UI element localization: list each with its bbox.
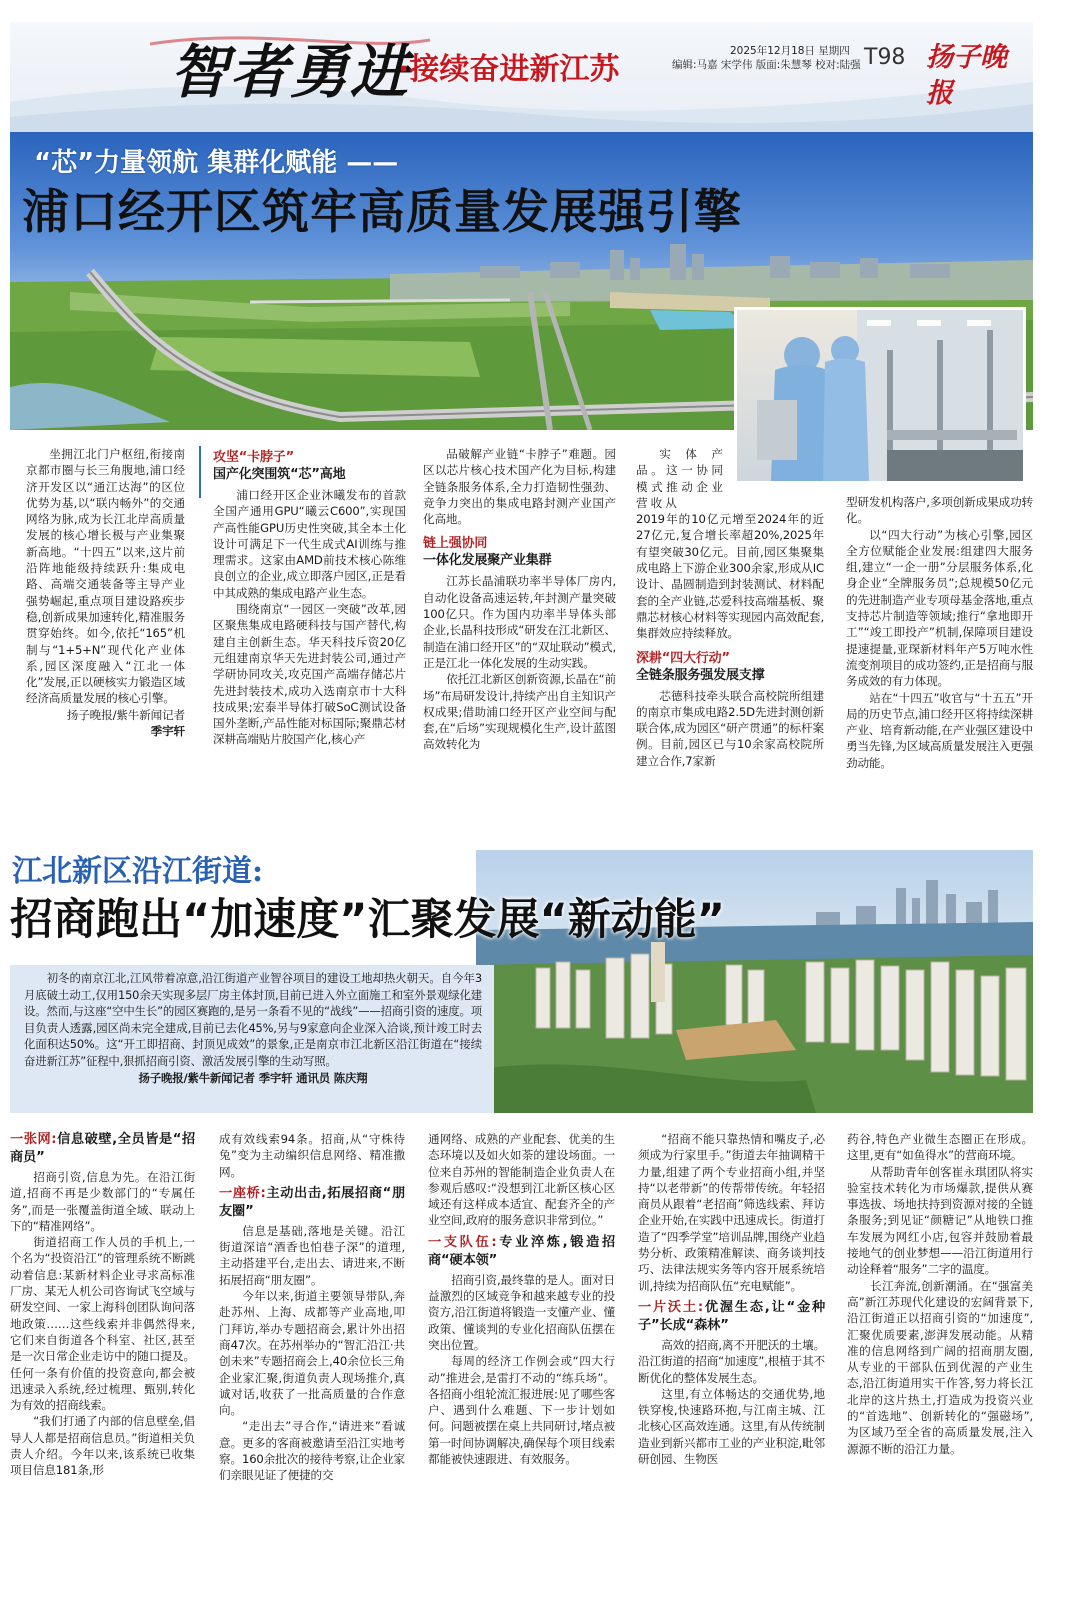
article2-subhead4-label: 一片沃土: [638, 1299, 703, 1315]
paragraph: “招商不能只靠热情和嘴皮子,必须成为行家里手。”街道去年抽调精干力量,组建了两个专业招商小组,并坚持“以老带新”的传帮带传统。年轻招商员从跟着“老招商”筛选线索、拜访企业开始,在实践中迅速成长。街道打造了“四季学堂”培训品牌,围绕产业趋势分析、政策精准解读、商务谈判技巧、法律法规实务等内容开展系统培训,持续为招商队伍“充电赋能”。 [638, 1132, 825, 1293]
paragraph: 招商引资,信息为先。在沿江街道,招商不再是少数部门的“专属任务”,而是一张覆盖街道全域、联动上下的“精准网络”。 [10, 1170, 195, 1233]
article1-intro-paragraph: 坐拥江北门户枢纽,衔接南京都市圈与长三角腹地,浦口经济开发区以“通江达海”的区位优势为基,以“联内畅外”的交通网络为脉,成为长江北岸高质量发展的核心增长极与产业集聚新高地。“十四五”以来,这片前沿阵地能级持续跃升:集成电路、高端交通装备等主导产业强势崛起,重点项目建设路疾步稳,创新成果加速转化,精准服务贯穿始终。如今,依托“165”机制与“1+5+N”现代化产业体系,园区深度融入“江北一体化”发展,正以硬核实力锻造区域经济高质量发展的核心引擎。 [26, 447, 185, 706]
article2-lead-paragraph: 初冬的南京江北,江风带着凉意,沿江街道产业智谷项目的建设工地却热火朝天。自今年3月底破土动工,仅用150余天实现多层厂房主体封顶,目前已进入外立面施工和室外景观绿化建设。然而,与这座“空中生长”的园区赛跑的,是另一条看不见的“战线”——招商引资的速度。项目负责人透露,园区尚未完全建成,目前已去化45%,另与9家意向企业深入洽谈,预计竣工时去化面积达50%。这“开工即招商、封顶见成效”的景象,正是南京市江北新区沿江街道在“接续奋进新江苏”征程中,狠抓招商引资、激活发展引擎的生动写照。 [24, 971, 482, 1068]
article2-lead-byline: 扬子晚报/紫牛新闻记者 季宇轩 通讯员 陈庆翔 [138, 1070, 368, 1085]
article1-column-3 [423, 446, 616, 808]
paragraph: 长江奔流,创新潮涌。在“强富美高”新江苏现代化建设的宏阔背景下,沿江街道正以招商引资的“加速度”,汇聚优质要素,澎湃发展动能。从精准的信息网络到广阔的招商朋友圈,从专业的干部队伍到优渥的产业生态,沿江街道用实干作答,努力将长江北岸的这片热土,打造成为投资兴业的“首选地”、创新转化的“强磁场”,为区域乃至全省的高质量发展,注入源源不断的沿江力量。 [847, 1278, 1033, 1456]
article2-column-1 [10, 1131, 195, 1593]
article1-subhead1-title: 国产化突围筑“芯”高地 [213, 467, 346, 482]
article2-subhead1-label: 一张网: [10, 1132, 57, 1147]
article1-column-1 [26, 446, 185, 808]
article2-subhead3-label: 一支队伍: [428, 1234, 497, 1250]
paragraph: 浦口经开区企业沐曦发布的首款全国产通用GPU“曦云C600”,实现国产高性能GPU历史性突破,其全本土化设计可满足下一代生成式AI训练与推理需求。这家由AMD前技术核心陈维良创立的企业,成立即落户园区,正是看中其成熟的集成电路产业生态。 [213, 488, 406, 600]
article1-subhead3-title: 全链条服务强发展支撑 [636, 667, 765, 683]
paragraph: 每周的经济工作例会或“四大行动”推进会,是雷打不动的“练兵场”。各招商小组轮流汇报进展:见了哪些客户、遇到什么难题、下一步计划如何。问题被摆在桌上共同研讨,堵点被第一时间协调解决,确保每个项目线索都能被快速跟进、有效服务。 [428, 1354, 615, 1467]
article2-subhead2 [219, 1185, 405, 1221]
issue-date: 2025年12月18日 星期四 [730, 45, 850, 57]
masthead [10, 22, 1033, 132]
article2-column-3 [428, 1131, 615, 1593]
article2-column-5 [847, 1131, 1033, 1593]
article2-subhead1 [10, 1131, 195, 1167]
article1-column-5 [846, 494, 1033, 808]
article1-column-2 [213, 446, 406, 808]
article2-subhead4 [638, 1299, 825, 1335]
article1-subhead1-label: 攻坚“卡脖子” [213, 450, 295, 465]
paragraph: 江苏长晶浦联功率半导体厂房内,自动化设备高速运转,年封测产量突破100亿只。作为国内功率半导体头部企业,长晶科技形成“研发在江北新区、制造在浦口经开区”的“双址联动”模式,正是江北一体化发展的生动实践。 [423, 574, 616, 670]
paragraph: 信息是基础,落地是关键。沿江街道深谙“酒香也怕巷子深”的道理,主动搭建平台,走出去、请进来,不断拓展招商“朋友圈”。 [219, 1223, 405, 1287]
paragraph: 高效的招商,离不开肥沃的土壤。沿江街道的招商“加速度”,根植于其不断优化的整体发展生态。 [638, 1337, 825, 1385]
article1-subhead2-label: 链上强协同 [423, 536, 488, 552]
paragraph: “走出去”寻合作,“请进来”看诚意。更多的客商被邀请至沿江实地考察。160余批次的接待考察,让企业家们亲眼见证了便捷的交 [219, 1419, 405, 1483]
article2-column-4 [638, 1131, 825, 1593]
article2-subhead4-title: 优渥生态,让“金种子”长成“森林” [638, 1299, 825, 1333]
article1-subhead3-label: 深耕“四大行动” [636, 650, 730, 666]
paragraph: “我们打通了内部的信息壁垒,倡导人人都是招商信息员。”街道相关负责人介绍。今年以来,该系统已收集项目信息181条,形 [10, 1414, 195, 1478]
paragraph: 今年以来,街道主要领导带队,奔赴苏州、上海、成都等产业高地,叩门拜访,举办专题招商会,累计外出招商47次。在苏州举办的“智汇沿江·共创未来”专题招商会上,40余位长三角企业家汇聚,街道负责人现场推介,真诚对话,收获了一批高质量的合作意向。 [219, 1289, 405, 1418]
paragraph: 2019年的10亿元增至2024年的近27亿元,复合增长率超20%,2025年有望突破30亿元。目前,园区集聚集成电路上下游企业300余家,形成从IC设计、晶圆制造到封装测试、材料配套的全产业链,芯爱科技高端基板、聚鼎芯材核心材料等实现园内高效配套,集群效应持续释放。 [636, 512, 824, 641]
paragraph: 通网络、成熟的产业配套、优美的生态环境以及如火如荼的建设场面。一位来自苏州的智能制造企业负责人在参观后感叹:“没想到江北新区核心区域还有这样成本适宜、配套齐全的产业空间,政府的服务意识非常到位。” [428, 1132, 615, 1228]
column-divider [199, 446, 201, 498]
paragraph: 围绕南京“一园区一突破”改革,园区聚焦集成电路硬科技与国产替代,构建自主创新生态。华天科技斥资20亿元组建南京华天先进封装公司,通过产学研协同攻关,攻克国产高端存储芯片先进封装技术,成功入选南京市十大科技成果;宏泰半导体打破SoC测试设备国外垄断,产品性能对标国际;聚鼎芯材深耕高端贴片胶国产化,核心产 [213, 602, 406, 747]
newspaper-logo: 扬子晚报 [926, 42, 1007, 109]
paragraph: 站在“十四五”收官与“十五五”开局的历史节点,浦口经开区将持续深耕产业、培育新动能,在产业强区建设中勇当先锋,为区域高质量发展注入更强劲动能。 [846, 690, 1033, 770]
article2-kicker: 江北新区沿江街道: [12, 854, 264, 889]
article1-byline-outlet: 扬子晚报/紫牛新闻记者 [66, 707, 185, 722]
article1-column-4 [636, 446, 824, 808]
article2-subhead3-title: 专业淬炼,锻造招商“硬本领” [428, 1234, 615, 1268]
paragraph: 以“四大行动”为核心引擎,园区全方位赋能企业发展:组建四大服务组,建立“一企一册”分层服务体系,化身企业“全牌服务员”;总规模50亿元的先进制造产业专项母基金落地,重点支持芯片制造等领域;推行“拿地即开工”“竣工即投产”机制,保障项目建设提速提量,亚琛新材料年产5万吨水性流变剂项目的成功签约,正是招商与服务成效的有力体现。 [846, 527, 1033, 689]
editor-credits: 编辑:马嘉 宋学伟 版面:朱慧琴 校对:陆强 [672, 59, 861, 71]
paragraph: 依托江北新区创新资源,长晶在“前场”布局研发设计,持续产出自主知识产权成果;借助浦口经开区产业空间与配套,在“后场”实现规模化生产,设计蓝图高效转化为 [423, 672, 616, 752]
paragraph: 成有效线索94条。招商,从“守株待兔”变为主动编织信息网络、精准撒网。 [219, 1132, 405, 1179]
article1-headline: 浦口经开区筑牢高质量发展强引擎 [22, 185, 742, 240]
article2-subhead2-title: 主动出击,拓展招商“朋友圈” [219, 1185, 405, 1219]
article2-column-2 [219, 1131, 405, 1593]
article2-headline: 招商跑出“加速度”汇聚发展“新动能” [10, 895, 726, 945]
paragraph: 芯德科技牵头联合高校院所组建的南京市集成电路2.5D先进封测创新联合体,成为园区“研产贯通”的标杆案例。目前,园区已与10余家高校院所建立合作,7家新 [636, 688, 824, 768]
article2-subhead1-title: 信息破壁,全员皆是“招商员” [10, 1132, 195, 1165]
article1-subhead2-title: 一体化发展聚产业集群 [423, 553, 552, 569]
article2-lead-box [10, 965, 494, 1113]
paragraph: 这里,有立体畅达的交通优势,地铁穿梭,快速路环抱,与江南主城、江北核心区高效连通。这里,有从传统制造业到新兴都市工业的产业积淀,毗邻研创园、生物医 [638, 1386, 825, 1467]
article2-subhead3 [428, 1234, 615, 1270]
page-number: T98 [864, 45, 906, 70]
article1-kicker: “芯”力量领航 集群化赋能 —— [34, 148, 399, 178]
paragraph: 型研发机构落户,多项创新成果成功转化。 [846, 495, 1033, 526]
paragraph: 药谷,特色产业微生态圈正在形成。这里,更有“如鱼得水”的营商环境。 [847, 1132, 1033, 1163]
slogan-text: ·接续奋进新江苏 [398, 52, 620, 87]
paragraph: 实体产品。这一协同模式推动企业营收从 [636, 447, 726, 510]
paragraph: 品破解产业链“卡脖子”难题。园区以芯片核心技术国产化为目标,构建全链条服务体系,全力打造韧性强劲、竞争力突出的集成电路封测产业国产化高地。 [423, 447, 616, 527]
article1-byline-author: 季宇轩 [150, 724, 185, 739]
article2-subhead2-label: 一座桥: [219, 1185, 266, 1201]
slogan-calligraphy-logo: 智者勇进 [170, 38, 411, 106]
paragraph: 招商引资,最终靠的是人。面对日益激烈的区域竞争和越来越专业的投资方,沿江街道将锻造一支懂产业、懂政策、懂谈判的专业化招商队伍摆在突出位置。 [428, 1272, 615, 1352]
paragraph: 从帮助青年创客崔永琪团队将实验室技术转化为市场爆款,提供从赛事选拔、场地扶持到资源对接的全链条服务;到见证“颜糖记”从地铁口推车发展为网红小店,包容并鼓励着最接地气的创业梦想——沿江街道用行动诠释着“服务”二字的温度。 [847, 1164, 1033, 1277]
paragraph: 街道招商工作人员的手机上,一个名为“投资沿江”的管理系统不断跳动着信息:某新材料企业寻求高标准厂房、某无人机公司咨询试飞空域与研发空间、一家上海科创团队询问落地政策……这些线索并非偶然得来,它们来自街道各个科室、社区,甚至是一次日常企业走访中的随口提及。任何一条有价值的投资意向,都会被迅速录入系统,经过梳理、甄别,转化为有效的招商线索。 [10, 1235, 195, 1413]
